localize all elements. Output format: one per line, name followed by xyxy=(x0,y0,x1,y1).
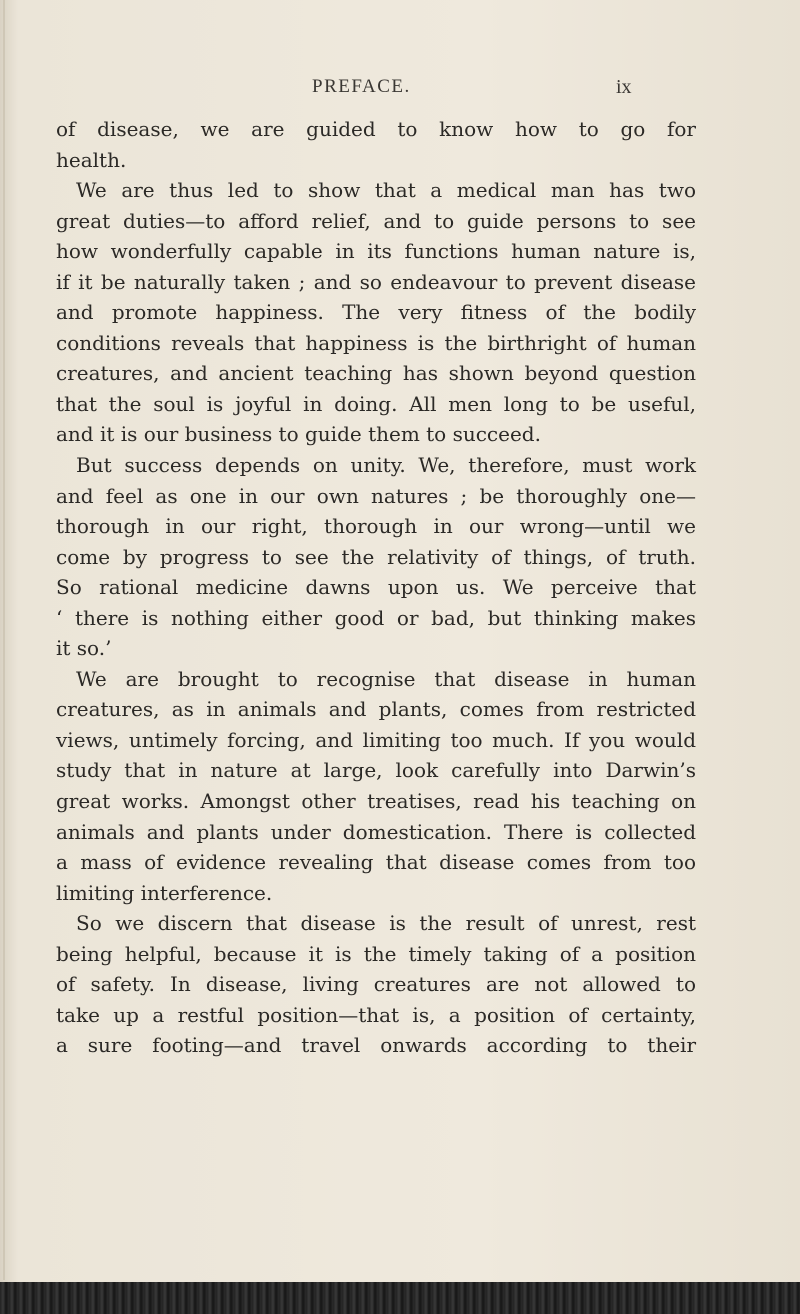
text-line: animals and plants under domestication. There is collected xyxy=(56,819,696,844)
text-line: creatures, as in animals and plants, comes from restricted xyxy=(56,697,696,722)
text-line: a sure footing—and travel onwards according to their xyxy=(56,1033,696,1058)
text-line: it so.’ xyxy=(56,636,112,661)
text-line: that the soul is joyful in doing. All men long to be useful, xyxy=(56,391,696,416)
text-line: health. xyxy=(56,147,127,172)
text-line: and it is our business to guide them to succeed. xyxy=(56,422,541,447)
text-line: and feel as one in our own natures ; be thoroughly one— xyxy=(56,483,696,508)
text-line: views, untimely forcing, and limiting too much. If you would xyxy=(56,727,696,752)
text-line: take up a restful position—that is, a position of certainty, xyxy=(56,1002,696,1027)
text-line: of safety. In disease, living creatures are not allowed to xyxy=(56,972,696,997)
page-number: ix xyxy=(616,76,632,98)
body-text xyxy=(56,114,696,1061)
text-line: a mass of evidence revealing that disease comes from too xyxy=(56,850,696,875)
text-line: of disease, we are guided to know how to go for xyxy=(56,117,696,141)
text-line: We are brought to recognise that disease in human xyxy=(76,666,696,691)
text-line: conditions reveals that happiness is the birthright of human xyxy=(56,330,696,355)
scan-bottom-edge xyxy=(0,1282,800,1314)
text-line: limiting interference. xyxy=(56,880,273,905)
text-line: great duties—to afford relief, and to guide persons to see xyxy=(56,208,696,233)
text-line: if it be naturally taken ; and so endeavour to prevent disease xyxy=(56,269,696,294)
text-line: come by progress to see the relativity of things, of truth. xyxy=(56,544,696,569)
text-line: So we discern that disease is the result of unrest, rest xyxy=(76,911,696,936)
text-line: We are thus led to show that a medical man has two xyxy=(76,178,696,203)
text-line: ‘ there is nothing either good or bad, but thinking makes xyxy=(56,605,696,630)
text-line: thorough in our right, thorough in our wrong—until we xyxy=(56,514,696,539)
page-gutter-edge xyxy=(3,0,5,1280)
text-line: being helpful, because it is the timely taking of a position xyxy=(56,941,696,966)
page-header xyxy=(56,76,696,106)
text-line: and promote happiness. The very fitness of the bodily xyxy=(56,300,696,325)
text-line: But success depends on unity. We, therefore, must work xyxy=(76,453,696,478)
text-line: how wonderfully capable in its functions human nature is, xyxy=(56,239,696,264)
text-line: study that in nature at large, look carefully into Darwin’s xyxy=(56,758,696,783)
running-head: PREFACE. xyxy=(312,76,411,97)
text-line: great works. Amongst other treatises, read his teaching on xyxy=(56,789,696,814)
text-line: So rational medicine dawns upon us. We perceive that xyxy=(56,575,696,600)
text-line: creatures, and ancient teaching has shown beyond question xyxy=(56,361,696,386)
